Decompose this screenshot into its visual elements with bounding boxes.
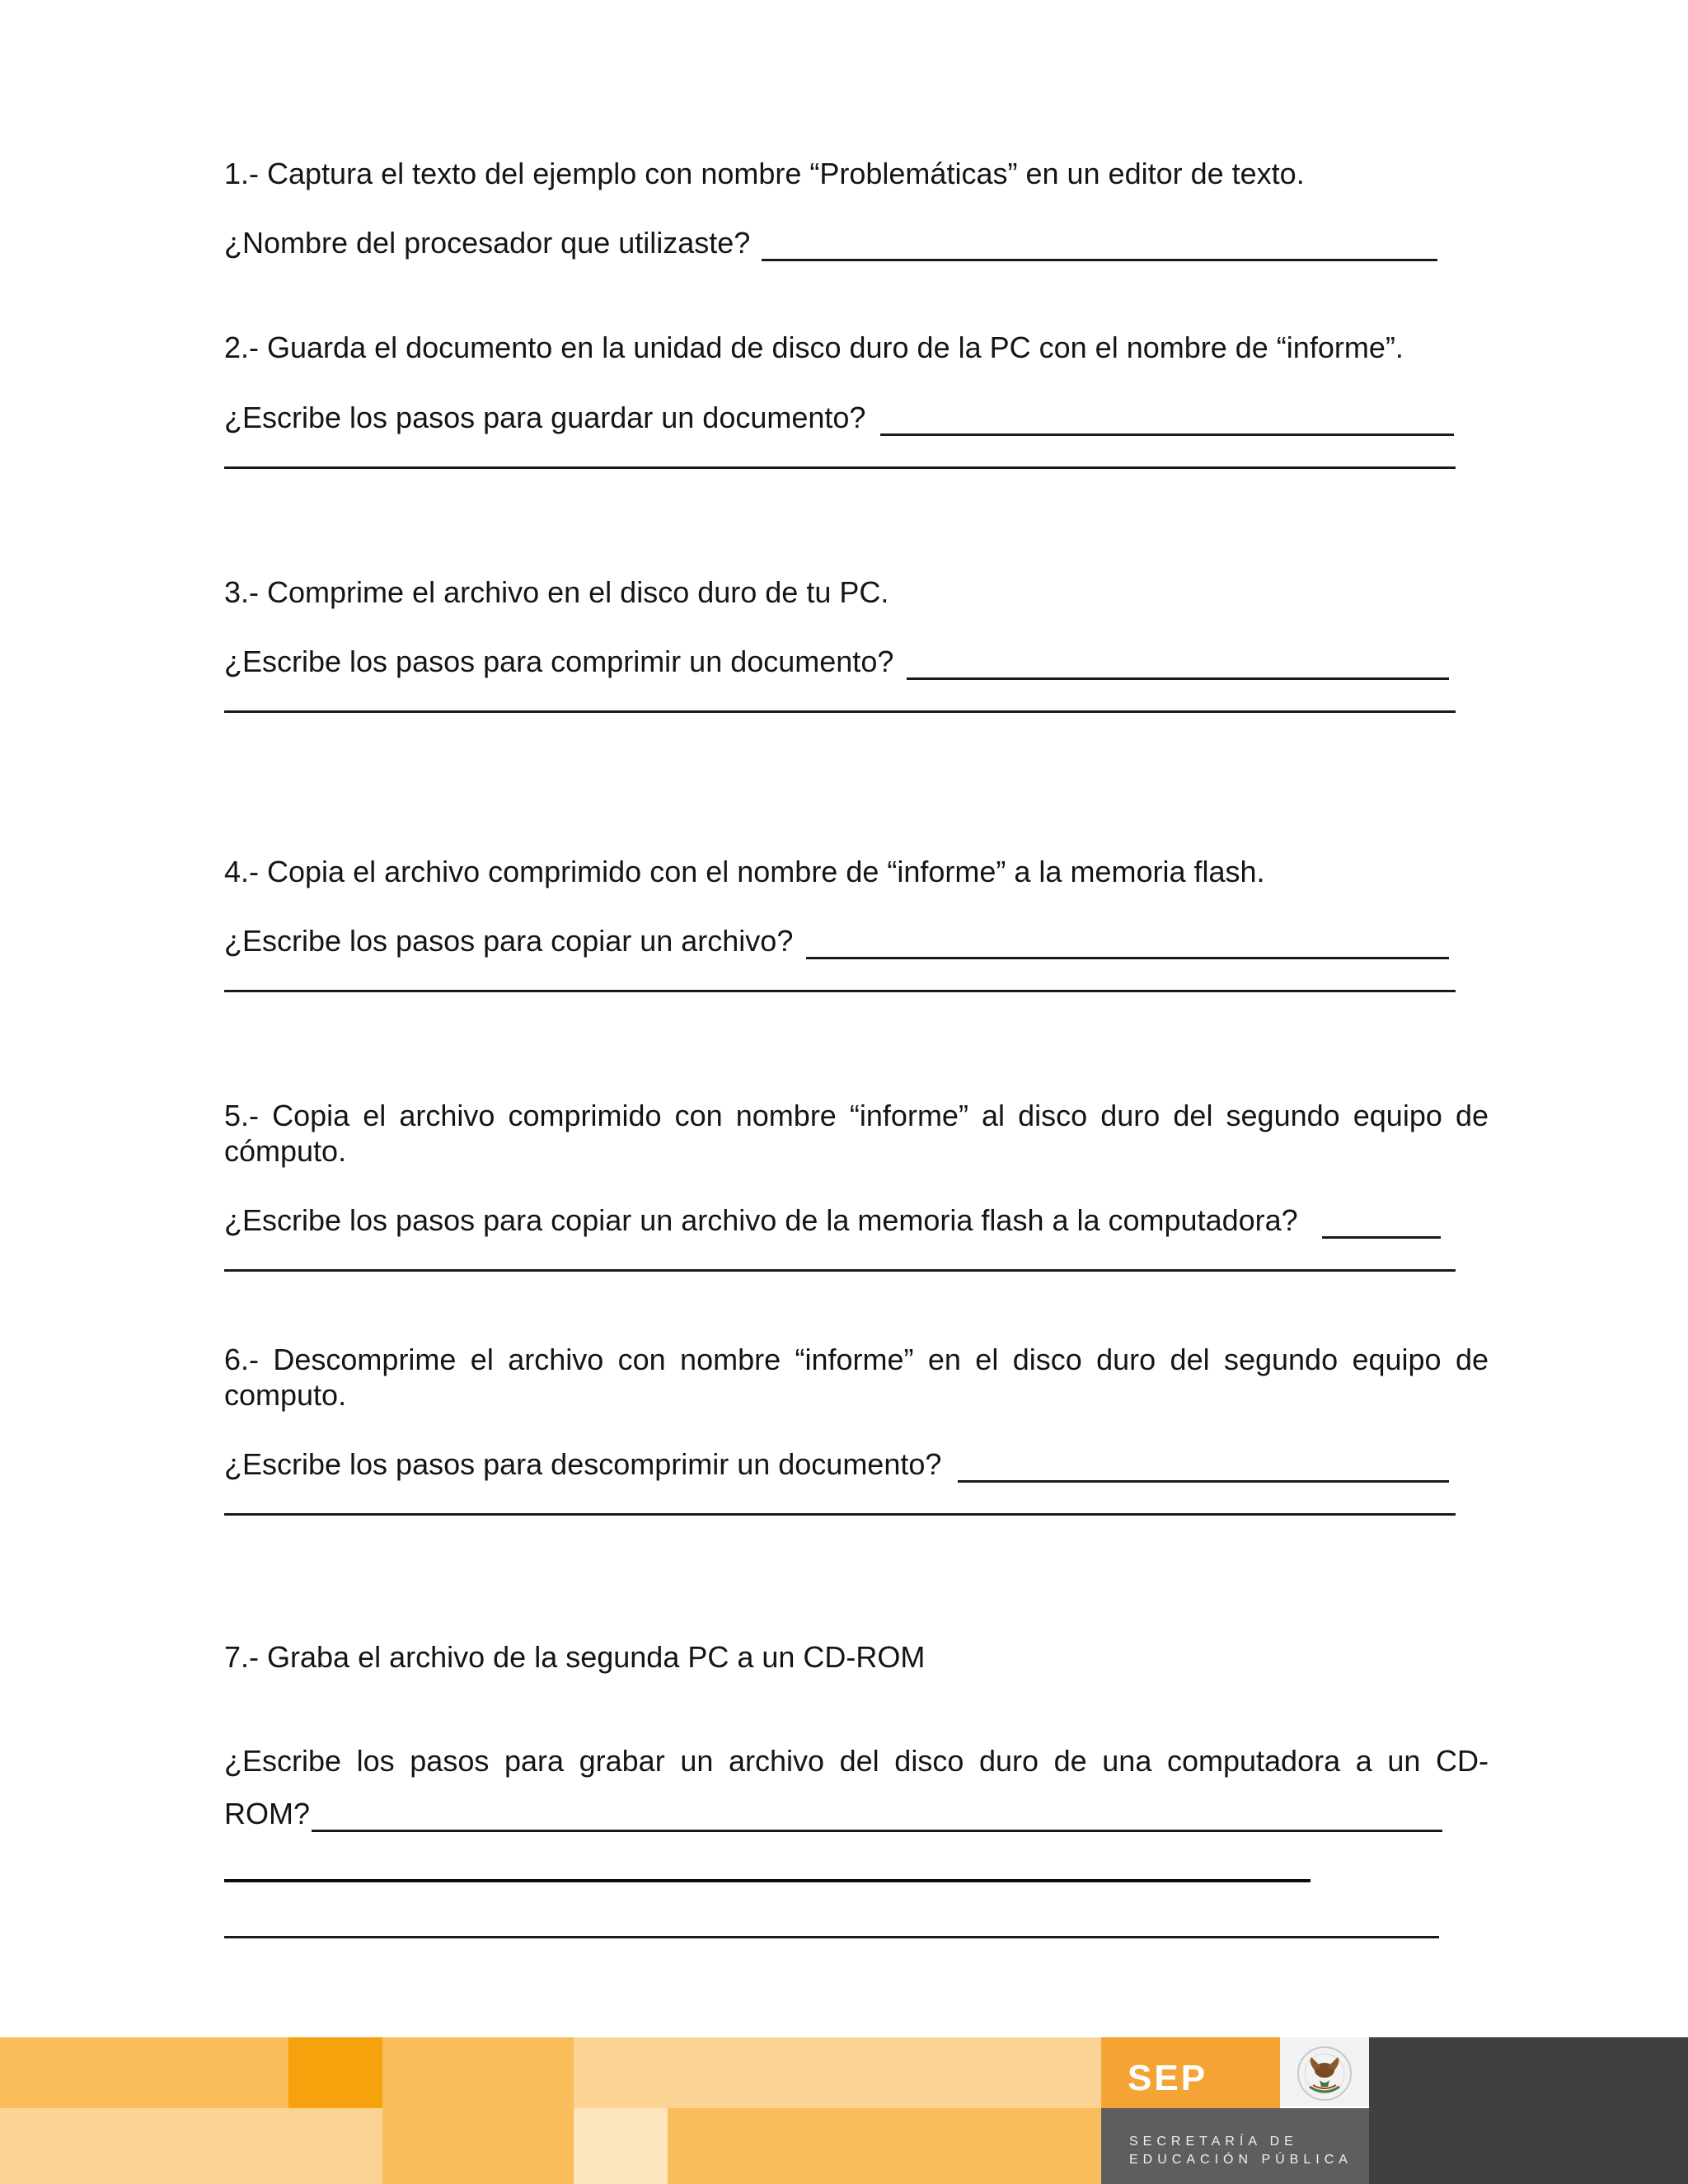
q1-answer-line[interactable]	[762, 259, 1437, 261]
q2-prompt: 2.- Guarda el documento en la unidad de disco duro de la PC con el nombre de “informe”.	[224, 330, 1404, 364]
footer-block	[574, 2108, 668, 2184]
q4-answer-line-1[interactable]	[806, 957, 1449, 959]
q5-answer-line-2[interactable]	[224, 1269, 1456, 1272]
q4-prompt: 4.- Copia el archivo comprimido con el nombre de “informe” a la memoria flash.	[224, 855, 1265, 888]
q7-question-line-1	[224, 1744, 1489, 1779]
q6-prompt-line-1	[224, 1343, 1489, 1377]
q6-question: ¿Escribe los pasos para descomprimir un documento?	[224, 1447, 942, 1481]
mexico-seal-icon	[1280, 2037, 1369, 2107]
q3-question: ¿Escribe los pasos para comprimir un documento?	[224, 644, 894, 678]
sep-name-line-1: SECRETARÍA DE	[1129, 2135, 1298, 2149]
q6-answer-line-2[interactable]	[224, 1513, 1456, 1516]
q7-question-line-2: ROM?	[224, 1797, 311, 1830]
footer-block	[382, 2108, 574, 2184]
q4-question: ¿Escribe los pasos para copiar un archivo?	[224, 924, 794, 958]
q6-prompt-text: 6.- Descomprime el archivo con nombre “informe” en el disco duro del segundo equipo de	[224, 1343, 1489, 1376]
footer-band	[0, 2037, 1688, 2184]
q6-answer-line-1[interactable]	[958, 1480, 1449, 1483]
q2-answer-line-1[interactable]	[880, 434, 1454, 436]
q5-prompt-line-1	[224, 1099, 1489, 1133]
q5-prompt-text: 5.- Copia el archivo comprimido con nombre “informe” al disco duro del segundo equipo de	[224, 1099, 1489, 1132]
footer-block	[0, 2108, 382, 2184]
q1-prompt: 1.- Captura el texto del ejemplo con nombre “Problemáticas” en un editor de texto.	[224, 157, 1305, 190]
q6-prompt-line-2: computo.	[224, 1378, 347, 1412]
footer-dark-block	[1369, 2037, 1688, 2184]
footer-block	[0, 2037, 288, 2108]
q3-prompt: 3.- Comprime el archivo en el disco duro de tu PC.	[224, 575, 889, 609]
q7-question-text: ¿Escribe los pasos para grabar un archivo del disco duro de una computadora a un CD-	[224, 1744, 1489, 1778]
q2-answer-line-2[interactable]	[224, 466, 1456, 469]
q7-prompt: 7.- Graba el archivo de la segunda PC a un CD-ROM	[224, 1640, 926, 1674]
footer-block	[382, 2037, 574, 2108]
footer-block	[288, 2037, 382, 2108]
footer-block	[668, 2108, 1101, 2184]
sep-name-line-2: EDUCACIÓN PÚBLICA	[1129, 2153, 1353, 2167]
q1-question: ¿Nombre del procesador que utilizaste?	[224, 226, 751, 260]
q4-answer-line-2[interactable]	[224, 990, 1456, 992]
q7-answer-line-1[interactable]	[312, 1830, 1442, 1832]
q3-answer-line-2[interactable]	[224, 710, 1456, 713]
q3-answer-line-1[interactable]	[907, 677, 1449, 680]
sep-logo: SEP	[1128, 2058, 1208, 2098]
q5-answer-line-1[interactable]	[1322, 1236, 1441, 1239]
q5-prompt-line-2: cómputo.	[224, 1134, 347, 1168]
q5-question: ¿Escribe los pasos para copiar un archivo de la memoria flash a la computadora?	[224, 1203, 1298, 1237]
footer-block	[574, 2037, 1101, 2108]
q7-answer-line-3[interactable]	[224, 1936, 1439, 1938]
q7-answer-line-2[interactable]	[224, 1879, 1311, 1882]
q2-question: ¿Escribe los pasos para guardar un documento?	[224, 401, 866, 434]
